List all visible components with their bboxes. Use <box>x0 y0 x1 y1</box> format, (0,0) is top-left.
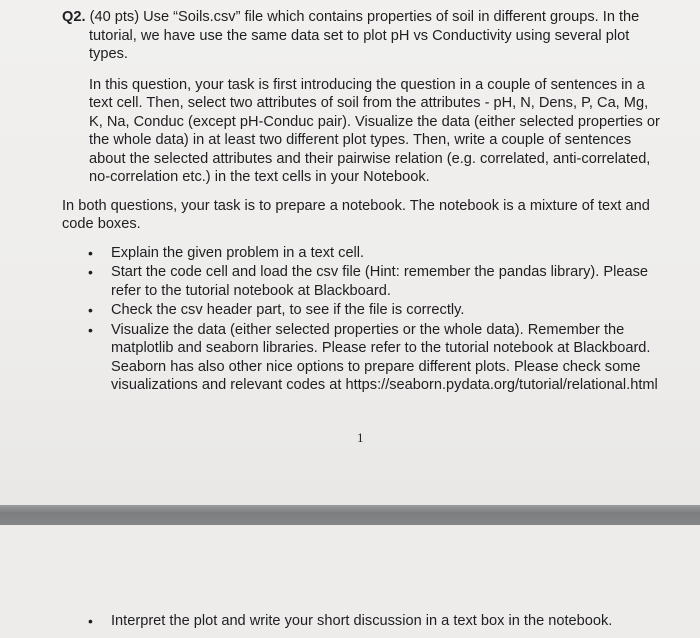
final-step-text: Interpret the plot and write your short discussion in a text box in the notebook. <box>111 613 613 629</box>
list-item <box>62 263 662 300</box>
question-intro-text: (40 pts) Use “Soils.csv” file which contains properties of soil in different groups. In the tutorial, we have use the same data set to plot pH vs Conductivity using several plot types. <box>89 9 640 62</box>
both-questions-paragraph: In both questions, your task is to prepare a notebook. The notebook is a mixture of text and code boxes. <box>62 197 650 232</box>
task-paragraph: In this question, your task is first introducing the question in a couple of sentences in a text cell. Then, select two attributes of soil from the attributes - pH, N, Dens, P, Ca, Mg, K, Na, Conduc (except pH-Conduc pair). Visualize the data (either selected properties or the whole data) in at least two different plot types. Then, write a couple of sentences about the selected attributes and their pairwise relation (e.g. correlated, anti-correlated, no-correlation etc.) in the text cells in your Notebook. <box>89 76 660 185</box>
question-label: Q2. <box>62 9 86 25</box>
step-text: Start the code cell and load the csv file (Hint: remember the pandas library). Please refer to the tutorial notebook at Blackboard. <box>111 264 648 299</box>
list-item <box>62 612 682 630</box>
list-item <box>62 321 662 395</box>
bullet-icon: • <box>88 244 93 261</box>
list-item <box>62 301 662 320</box>
question-intro <box>62 8 662 64</box>
bullet-icon: • <box>88 264 93 280</box>
steps-list <box>62 244 662 395</box>
step-text: Explain the given problem in a text cell. <box>111 244 365 261</box>
page-number: 1 <box>357 430 364 445</box>
bullet-icon: • <box>88 302 93 318</box>
bullet-icon: • <box>88 613 93 629</box>
bullet-icon: • <box>88 321 93 338</box>
question-text <box>62 8 662 396</box>
step-text: Check the csv header part, to see if the file is correctly. <box>111 302 465 318</box>
page-divider <box>0 505 700 525</box>
step-text: Visualize the data (either selected properties or the whole data). Remember the matplotlib and seaborn libraries. Please refer to the tutorial notebook at Blackboard. Seaborn has also other nice options to prepare different plots. Please check some visualizations and relevant codes at https://seaborn.pydata.org/tutorial/relational.html <box>111 321 658 393</box>
list-item <box>62 244 662 263</box>
